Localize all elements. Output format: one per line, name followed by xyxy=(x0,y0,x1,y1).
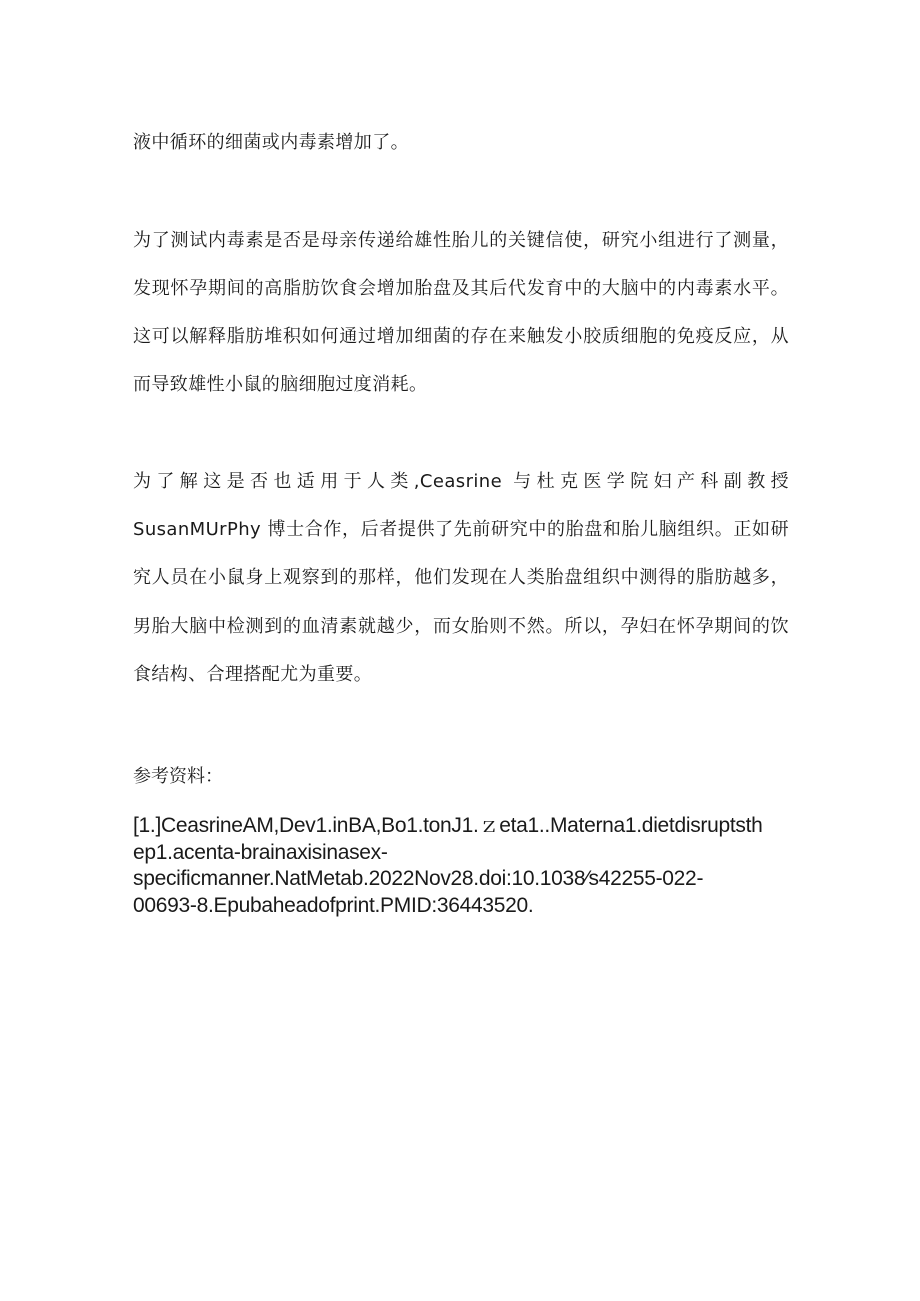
paragraph-3-line-1: 为了解这是否也适用于人类,Ceasrine 与杜克医学院妇产科副教授 xyxy=(133,471,789,492)
paragraph-3-line-3: 究人员在小鼠身上观察到的那样，他们发现在人类胎盘组织中测得的脂肪越多， xyxy=(133,567,789,588)
paragraph-2-line-3: 这可以解释脂肪堆积如何通过增加细菌的存在来触发小胶质细胞的免疫反应，从 xyxy=(133,326,789,347)
references-label: 参考资料： xyxy=(133,766,223,787)
paragraph-2-line-1: 为了测试内毒素是否是母亲传递给雄性胎儿的关键信使，研究小组进行了测量， xyxy=(133,230,789,251)
paragraph-3-line-5: 食结构、合理搭配尤为重要。 xyxy=(133,664,373,685)
paragraph-1-line-1: 液中循环的细菌或内毒素增加了。 xyxy=(133,132,409,153)
reference-line-4: 00693-8.Epubaheadofprint.PMID:36443520. xyxy=(133,893,534,917)
paragraph-2-line-4: 而导致雄性小鼠的脑细胞过度消耗。 xyxy=(133,374,428,395)
paragraph-3-line-4: 男胎大脑中检测到的血清素就越少，而女胎则不然。所以，孕妇在怀孕期间的饮 xyxy=(133,616,789,637)
reference-line-1: [1.]CeasrineAM,Dev1.inBA,Bo1.tonJ1.ｚeta1..Materna1.dietdisruptsth xyxy=(133,814,763,837)
reference-entry xyxy=(133,813,793,919)
paragraph-3-line-2: SusanMUrPhy 博士合作，后者提供了先前研究中的胎盘和胎儿脑组织。正如研 xyxy=(133,519,789,540)
reference-line-2: ep1.acenta-brainaxisinasex- xyxy=(133,840,388,864)
reference-line-3: specificmanner.NatMetab.2022Nov28.doi:10.1038∕s42255-022- xyxy=(133,867,704,890)
paragraph-2-line-2: 发现怀孕期间的高脂肪饮食会增加胎盘及其后代发育中的大脑中的内毒素水平。 xyxy=(133,278,789,299)
